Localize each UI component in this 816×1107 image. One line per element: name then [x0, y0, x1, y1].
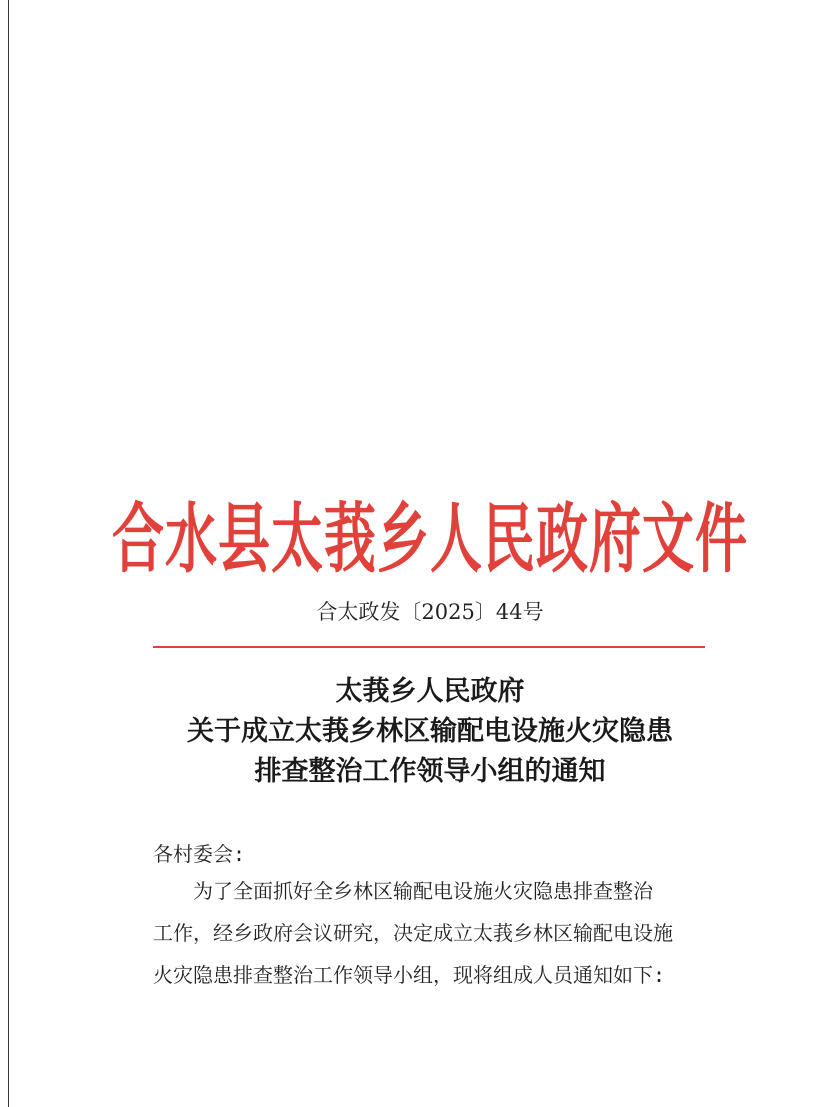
title-line-1: 太莪乡人民政府: [335, 676, 525, 707]
document-title: [0, 672, 816, 792]
body-line-1: 为了全面抓好全乡林区输配电设施火灾隐患排查整治: [193, 879, 653, 903]
salutation: 各村委会:: [153, 842, 246, 866]
red-separator-line: [153, 646, 705, 648]
title-line-2: 关于成立太莪乡林区输配电设施火灾隐患: [187, 716, 673, 747]
body-paragraph: [153, 870, 713, 996]
title-line-3: 排查整治工作领导小组的通知: [254, 756, 606, 787]
body-line-3: 火灾隐患排查整治工作领导小组，现将组成人员通知如下:: [153, 963, 666, 987]
body-line-2: 工作，经乡政府会议研究，决定成立太莪乡林区输配电设施: [153, 921, 673, 945]
document-number: 合太政发〔2025〕44号: [316, 600, 544, 624]
issuer-header-title: 合水县太莪乡人民政府文件: [111, 495, 748, 584]
